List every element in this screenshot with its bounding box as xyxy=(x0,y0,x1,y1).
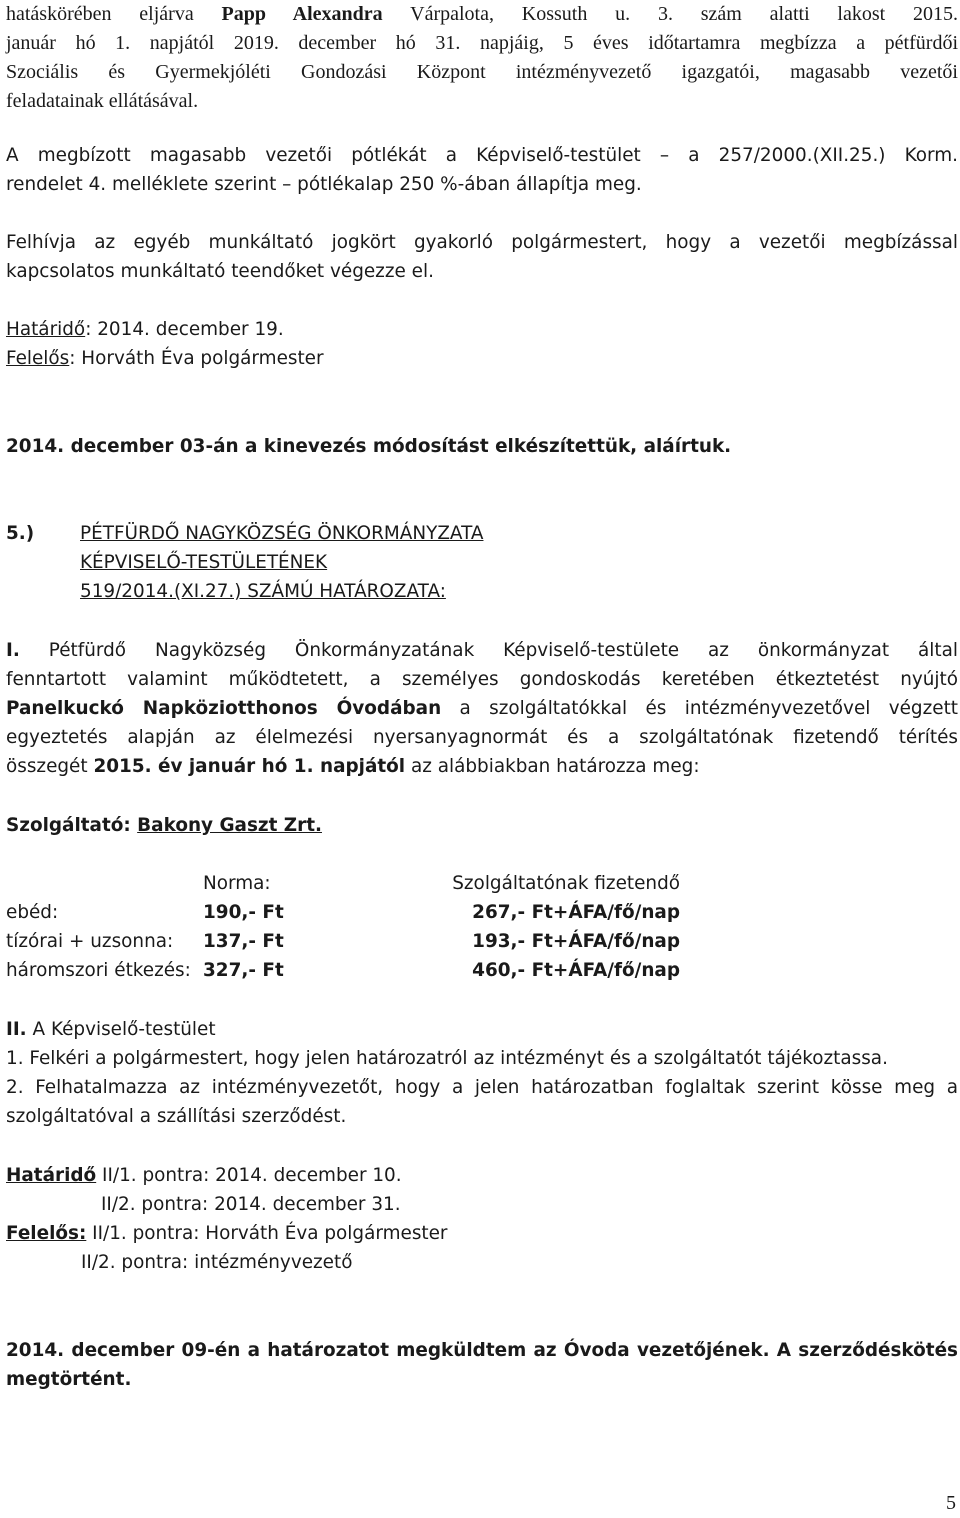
allowance-paragraph xyxy=(6,141,958,199)
section-one xyxy=(6,636,958,781)
norma-value: 327,- Ft xyxy=(203,960,284,981)
appointee-name: Papp Alexandra xyxy=(221,3,383,25)
text-line: egyeztetés alapján az élelmezési nyersanyagnormát és a szolgáltatónak fizetendő térítés xyxy=(6,727,958,748)
responsible-label: Felelős xyxy=(6,348,70,369)
table-header-row xyxy=(6,869,680,898)
deadline-line: Határidő II/1. pontra: 2014. december 10. xyxy=(6,1165,402,1186)
text-line: fenntartott valamint működtetett, a személyes gondoskodás keretében étkeztetést nyújtó xyxy=(6,669,958,690)
table-row xyxy=(6,927,680,956)
page-number: 5 xyxy=(946,1492,956,1514)
responsible-line: II/2. pontra: intézményvezető xyxy=(81,1252,353,1273)
kindergarten-name: Panelkuckó Napköziotthonos Óvodában xyxy=(6,698,442,719)
meal-item: tízórai + uzsonna: xyxy=(6,931,174,952)
section-roman: II. xyxy=(6,1019,27,1040)
resolution-title-line: 519/2014.(XI.27.) SZÁMÚ HATÁROZATA: xyxy=(80,581,446,602)
section-two-title: II. A Képviselő-testület xyxy=(6,1019,216,1040)
meal-item: háromszori étkezés: xyxy=(6,960,191,981)
text-line: összegét 2015. év január hó 1. napjától az alábbiakban határozza meg: xyxy=(6,756,700,777)
header-fizetendo: Szolgáltatónak fizetendő xyxy=(452,873,680,894)
request-paragraph xyxy=(6,228,958,286)
resolution-title-line: 5.) PÉTFÜRDŐ NAGYKÖZSÉG ÖNKORMÁNYZATA xyxy=(6,519,958,548)
text-line: I. Pétfürdő Nagyközség Önkormányzatának Képviselő-testülete az önkormányzat által xyxy=(6,640,958,661)
text-line: megtörtént. xyxy=(6,1369,132,1390)
deadline-label: Határidő xyxy=(6,1165,97,1186)
provider-label: Szolgáltató: xyxy=(6,815,138,836)
table-row xyxy=(6,898,680,927)
norma-value: 190,- Ft xyxy=(203,902,284,923)
provider-name: Bakony Gaszt Zrt. xyxy=(137,815,322,836)
deadline-label: Határidő xyxy=(6,319,86,340)
text-line: 2014. december 09-én a határozatot megküldtem az Óvoda vezetőjének. A szerződéskötés xyxy=(6,1340,958,1361)
deadline-block xyxy=(6,315,958,373)
text-line: január hó 1. napjától 2019. december hó 31. napjáig, 5 éves időtartamra megbízza a pétfürdői xyxy=(6,32,958,54)
responsible-label: Felelős: xyxy=(6,1223,87,1244)
responsible-line: Felelős: II/1. pontra: Horváth Éva polgármester xyxy=(6,1223,448,1244)
text-line: Felhívja az egyéb munkáltató jogkört gyakorló polgármestert, hogy a vezetői megbízással xyxy=(6,232,958,253)
appointment-paragraph xyxy=(6,0,958,116)
header-norma: Norma: xyxy=(203,873,271,894)
text-line: A megbízott magasabb vezetői pótlékát a Képviselő-testület – a 257/2000.(XII.25.) Korm. xyxy=(6,145,958,166)
section-roman: I. xyxy=(6,640,20,661)
text-line: Szociális és Gyermekjóléti Gondozási Központ intézményvezető igazgatói, magasabb vezetői xyxy=(6,61,958,83)
resolution-heading xyxy=(6,519,958,606)
note-signed: 2014. december 03-án a kinevezés módosítást elkészítettük, aláírtuk. xyxy=(6,436,732,457)
fizetendo-value: 267,- Ft+ÁFA/fő/nap xyxy=(472,902,680,923)
deadline-line: Határidő: 2014. december 19. xyxy=(6,319,284,340)
effective-date: 2015. év január hó 1. napjától xyxy=(93,756,406,777)
resolution-title-line: KÉPVISELŐ-TESTÜLETÉNEK xyxy=(80,552,328,573)
text-line: szolgáltatóval a szállítási szerződést. xyxy=(6,1106,347,1127)
meal-item: ebéd: xyxy=(6,902,59,923)
meal-price-table xyxy=(6,869,958,985)
text-line: 1. Felkéri a polgármestert, hogy jelen határozatról az intézményt és a szolgáltatót tájékoztassa. xyxy=(6,1048,888,1069)
price-table xyxy=(6,869,680,985)
text-line: hatáskörében eljárva Papp Alexandra Várpalota, Kossuth u. 3. szám alatti lakost 2015. xyxy=(6,3,958,25)
responsible-line: Felelős: Horváth Éva polgármester xyxy=(6,348,324,369)
text-line: kapcsolatos munkáltató teendőket végezze el. xyxy=(6,261,434,282)
text-line: Panelkuckó Napköziotthonos Óvodában a szolgáltatókkal és intézményvezetővel végzett xyxy=(6,698,958,719)
resolution-number: 5.) xyxy=(6,523,35,544)
fizetendo-value: 460,- Ft+ÁFA/fő/nap xyxy=(472,960,680,981)
fizetendo-value: 193,- Ft+ÁFA/fő/nap xyxy=(472,931,680,952)
text-line: feladatainak ellátásával. xyxy=(6,90,199,112)
text-line: rendelet 4. melléklete szerint – pótlékalap 250 %-ában állapítja meg. xyxy=(6,174,642,195)
text-line: 2. Felhatalmazza az intézményvezetőt, hogy a jelen határozatban foglaltak szerint kösse meg a xyxy=(6,1077,958,1098)
table-row xyxy=(6,956,680,985)
provider-line xyxy=(6,811,958,840)
norma-value: 137,- Ft xyxy=(203,931,284,952)
deadline-line: II/2. pontra: 2014. december 31. xyxy=(101,1194,401,1215)
note-sent xyxy=(6,1336,958,1394)
deadline-block-2 xyxy=(6,1161,958,1277)
section-two xyxy=(6,1015,958,1131)
